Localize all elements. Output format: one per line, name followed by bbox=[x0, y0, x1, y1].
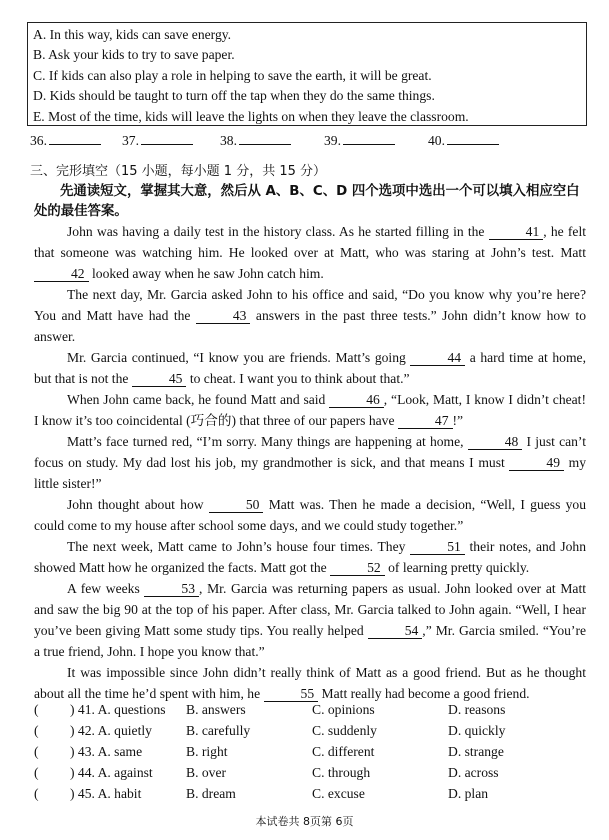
option-line: C. If kids can also play a role in helping to save the earth, it will be great. bbox=[33, 67, 432, 83]
text: It was impossible since John didn’t really think of Matt as a good friend. But as he thought about all the time he’d spent with him, he bbox=[34, 665, 586, 701]
answer-blanks-row bbox=[30, 130, 590, 150]
answer-number: 40. bbox=[428, 133, 445, 148]
choice-d: D. across bbox=[448, 765, 499, 780]
answer-blank-38 bbox=[220, 130, 291, 149]
answer-number: 37. bbox=[122, 133, 139, 148]
paragraph-5 bbox=[34, 431, 586, 494]
answer-paren[interactable]: ( bbox=[34, 723, 39, 738]
choice-a: ) 44. A. against bbox=[70, 765, 153, 780]
blank-42: 42 bbox=[34, 266, 89, 282]
choice-row-45 bbox=[34, 783, 594, 804]
paragraph-1 bbox=[34, 221, 586, 284]
text: I just can’t focus on study. My dad lost his job, my grandmother is sick, and that means I must bbox=[34, 434, 586, 470]
choice-a: ) 45. A. habit bbox=[70, 786, 142, 801]
blank-44: 44 bbox=[410, 350, 465, 366]
paragraph-2 bbox=[34, 284, 586, 347]
text: When John came back, he found Matt and said bbox=[67, 392, 326, 407]
paragraph-6 bbox=[34, 494, 586, 536]
text: to cheat. I want you to think about that.” bbox=[189, 371, 410, 386]
option-line: D. Kids should be taught to turn off the tap when they do the same things. bbox=[33, 88, 435, 104]
paragraph-8 bbox=[34, 578, 586, 662]
paragraph-4 bbox=[34, 389, 586, 431]
answer-number: 39. bbox=[324, 133, 341, 148]
answer-line bbox=[343, 130, 395, 145]
section-title: 三、完形填空（15 小题，每小题 1 分，共 15 分） bbox=[30, 164, 327, 179]
answer-paren[interactable]: ( bbox=[34, 744, 39, 759]
text: , he felt that someone was watching him. He looked over at Matt, who was staring at John’s test. Matt bbox=[34, 224, 587, 260]
answer-number: 38. bbox=[220, 133, 237, 148]
choice-c: C. opinions bbox=[312, 702, 375, 717]
section-instruction: 先通读短文，掌握其大意，然后从 A、B、C、D 四个选项中选出一个可以填入相应空白处的最佳答案。 bbox=[34, 184, 580, 219]
choice-a: ) 42. A. quietly bbox=[70, 723, 152, 738]
blank-54: 54 bbox=[368, 623, 423, 639]
blank-50: 50 bbox=[209, 497, 264, 513]
blank-52: 52 bbox=[330, 560, 385, 576]
answer-line bbox=[141, 130, 193, 145]
choice-d: D. strange bbox=[448, 744, 504, 759]
cloze-passage bbox=[34, 221, 586, 704]
answer-blank-40 bbox=[428, 130, 499, 149]
text: a hard time at home, but that is not the bbox=[34, 350, 586, 386]
paragraph-9 bbox=[34, 662, 586, 704]
blank-49: 49 bbox=[509, 455, 564, 471]
answer-paren[interactable]: ( bbox=[34, 765, 39, 780]
choice-row-43 bbox=[34, 741, 594, 762]
text: !” bbox=[452, 413, 464, 428]
choice-row-42 bbox=[34, 720, 594, 741]
choice-b: B. right bbox=[186, 744, 228, 759]
choice-c: C. excuse bbox=[312, 786, 365, 801]
answer-paren[interactable]: ( bbox=[34, 786, 39, 801]
text: ,” Mr. Garcia smiled. “You’re a true friend, John. I hope you know that.” bbox=[34, 623, 587, 659]
text: Mr. Garcia continued, “I know you are friends. Matt’s going bbox=[67, 350, 406, 365]
choice-d: D. quickly bbox=[448, 723, 506, 738]
text: , “Look, Matt, I know I didn’t cheat! I know it’s too coincidental (巧合的) that three of our papers have bbox=[34, 392, 586, 428]
choice-c: C. different bbox=[312, 744, 375, 759]
answer-line bbox=[447, 130, 499, 145]
text: A few weeks bbox=[67, 581, 140, 596]
choice-b: B. answers bbox=[186, 702, 246, 717]
paragraph-7 bbox=[34, 536, 586, 578]
choice-a: ) 41. A. questions bbox=[70, 702, 166, 717]
choice-d: D. reasons bbox=[448, 702, 506, 717]
text: , Mr. Garcia was returning papers as usual. John looked over at Matt and saw the big 90 at the top of his paper. After class, Mr. Garcia talked to John again. “Well, I hear you’ve been giving Matt some study tips. You really helped bbox=[34, 581, 587, 638]
option-line: A. In this way, kids can save energy. bbox=[33, 27, 232, 42]
text: The next day, Mr. Garcia asked John to his office and said, “Do you know why you’re here? You and Matt have had the bbox=[34, 287, 586, 323]
choices-list bbox=[34, 699, 594, 804]
choice-b: B. carefully bbox=[186, 723, 251, 738]
option-line: B. Ask your kids to try to save paper. bbox=[33, 47, 235, 63]
blank-53: 53 bbox=[144, 581, 199, 597]
option-line: E. Most of the time, kids will leave the lights on when they leave the classroom. bbox=[33, 108, 469, 124]
answer-blank-39 bbox=[324, 130, 395, 149]
answer-number: 36. bbox=[30, 133, 47, 148]
choice-a: ) 43. A. same bbox=[70, 744, 143, 759]
answer-line bbox=[49, 130, 101, 145]
answer-line bbox=[239, 130, 291, 145]
blank-51: 51 bbox=[410, 539, 465, 555]
text: John thought about how bbox=[67, 497, 204, 512]
choice-b: B. dream bbox=[186, 786, 236, 801]
blank-46: 46 bbox=[329, 392, 384, 408]
blank-41: 41 bbox=[489, 224, 544, 240]
paragraph-3 bbox=[34, 347, 586, 389]
option-box bbox=[27, 22, 587, 126]
text: Matt’s face turned red, “I’m sorry. Many things are happening at home, bbox=[67, 434, 464, 449]
text: of learning pretty quickly. bbox=[388, 560, 530, 575]
blank-43: 43 bbox=[196, 308, 251, 324]
page-footer: 本试卷共 8页第 6页 bbox=[255, 815, 354, 828]
answer-paren[interactable]: ( bbox=[34, 702, 39, 717]
blank-55: 55 bbox=[264, 686, 319, 702]
choice-c: C. suddenly bbox=[312, 723, 377, 738]
text: my little sister!” bbox=[34, 455, 587, 491]
text: Matt was. Then he made a decision, “Well, I guess you could come to my house after school some days, and we could study together.” bbox=[34, 497, 587, 533]
text: The next week, Matt came to John’s house four times. They bbox=[67, 539, 406, 554]
text: Matt really had become a good friend. bbox=[321, 686, 530, 701]
text: John was having a daily test in the history class. As he started filling in the bbox=[67, 224, 485, 239]
choice-b: B. over bbox=[186, 765, 227, 780]
blank-48: 48 bbox=[468, 434, 523, 450]
choice-c: C. through bbox=[312, 765, 371, 780]
choice-d: D. plan bbox=[448, 786, 489, 801]
text: looked away when he saw John catch him. bbox=[92, 266, 324, 281]
text: their notes, and John showed Matt how he organized the facts. Matt got the bbox=[34, 539, 587, 575]
answer-blank-36 bbox=[30, 130, 101, 149]
answer-blank-37 bbox=[122, 130, 193, 149]
blank-45: 45 bbox=[132, 371, 187, 387]
text: answers in the past three tests.” John didn’t know how to answer. bbox=[34, 308, 586, 344]
choice-row-44 bbox=[34, 762, 594, 783]
choice-row-41 bbox=[34, 699, 594, 720]
blank-47: 47 bbox=[398, 413, 453, 429]
